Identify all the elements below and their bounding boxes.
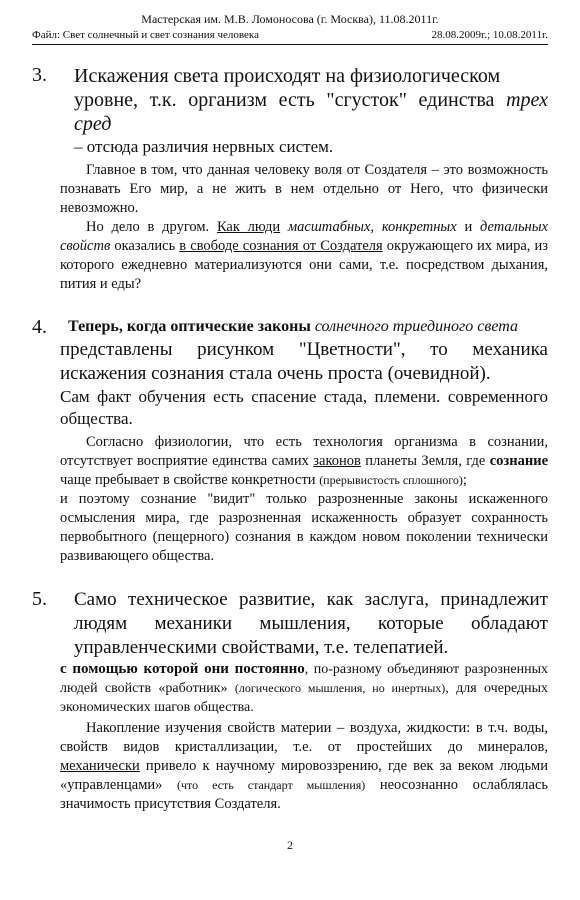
small-text: (логического мышления, но инертных) [234, 681, 446, 695]
section-5-paragraphs [60, 660, 548, 814]
small-text: (что есть стандарт мышления) [177, 778, 366, 792]
section-4 [32, 316, 548, 566]
header-file-line [32, 28, 548, 45]
lead-line [68, 316, 548, 338]
text: Накопление изучения свойств материи – воздуха, жидкости: в т.ч. воды, свойств видов кристаллизации, т.е. от простейших до минералов, [60, 720, 548, 755]
lead-italic: солнечного триединого света [314, 318, 518, 335]
underlined-text: законов [313, 453, 361, 469]
header-file-name: Файл: Свет солнечный и свет сознания человека [32, 29, 259, 41]
section-number: 5. [32, 588, 47, 610]
text: планеты Земля, где [360, 453, 490, 469]
section-4-lead [68, 316, 548, 338]
lead-line: Искажения света происходят на физиологическом [74, 65, 501, 87]
section-3-lead [74, 64, 548, 158]
bold-text: сознание [489, 453, 549, 469]
text: окружающего их мира, из которого ежедневно материализуются они сами, т.е. посредством дыхания, пития и еды? [60, 238, 548, 292]
paragraph: и поэтому сознание "видит" только разрозненные законы искаженного осмысления мира, где разрозненная искаженность образует сохранность первобытного (пещерного) сознания в каждом новом поколении технически развивающего общества. [60, 491, 548, 564]
lead-text: уровне, т.к. организм есть "сгусток" единства [74, 89, 507, 111]
text: , для очередных экономических шагов общества. [60, 681, 548, 715]
lead-italic: трех сред [74, 89, 548, 135]
text: ; [462, 472, 467, 488]
section-3-paragraphs [60, 161, 548, 294]
document-body [32, 64, 548, 814]
italic-text: масштабных, конкретных [287, 219, 457, 235]
paragraph [60, 660, 548, 717]
section-number: 4. [32, 316, 47, 338]
paragraph: Главное в том, что данная человеку воля от Создателя – это возможность познавать Его мир, а не жить в нем отдельно от Него, что физически невозможно. [60, 162, 548, 216]
section-4-lead-cont [60, 338, 548, 566]
text: Но дело в другом. [86, 219, 217, 235]
section-5-lead [74, 588, 548, 660]
text: оказались [110, 238, 180, 254]
text: и [456, 219, 480, 235]
lead-text: Теперь, когда оптические законы [68, 318, 315, 335]
section-3 [32, 64, 548, 294]
header-title: Мастерская им. М.В. Ломоносова (г. Москва), 11.08.2011г. [141, 12, 439, 26]
lead-line: представлены рисунком "Цветности", то механика искажения сознания стала очень проста (очевидной). [60, 339, 548, 384]
paragraph [60, 719, 548, 814]
paragraph [60, 218, 548, 294]
italic-text: детальных свойств [60, 219, 548, 254]
text: Согласно физиологии, что есть технология организма в сознании, отсутствует восприятие единства самих [60, 434, 548, 469]
lead-line: Сам факт обучения есть спасение стада, племени. современного общества. [60, 387, 548, 428]
paragraph [60, 433, 548, 490]
small-text: (прерывистость сплошного) [319, 473, 463, 487]
section-number: 3. [32, 64, 47, 86]
lead-line: Само техническое развитие, как заслуга, принадлежит людям механики мышления, которые обладают управленческими свойствами, т.е. телепатией. [74, 589, 548, 658]
lead-line: – отсюда различия нервных систем. [74, 137, 334, 156]
text: неосознанно ослаблялась значимость присутствия Создателя. [60, 777, 548, 812]
text: привело к научному мировоззрению, где век за веком людьми «управленцами» [60, 758, 548, 793]
underlined-text: Как люди [216, 219, 281, 235]
page-header [32, 12, 548, 45]
bold-text: с помощью которой они постоянно [60, 661, 305, 677]
underlined-text: механически [60, 758, 140, 774]
lead-line [74, 88, 548, 136]
section-5 [32, 588, 548, 814]
page-number: 2 [287, 838, 293, 852]
text [280, 219, 288, 235]
underlined-text: в свободе сознания от Создателя [179, 238, 383, 254]
text: чаще пребывает в свойстве конкретности [60, 472, 320, 488]
text: , по-разному объединяют разрозненных людей свойств «работник» [60, 662, 548, 696]
header-dates: 28.08.2009г.; 10.08.2011г. [431, 29, 548, 41]
